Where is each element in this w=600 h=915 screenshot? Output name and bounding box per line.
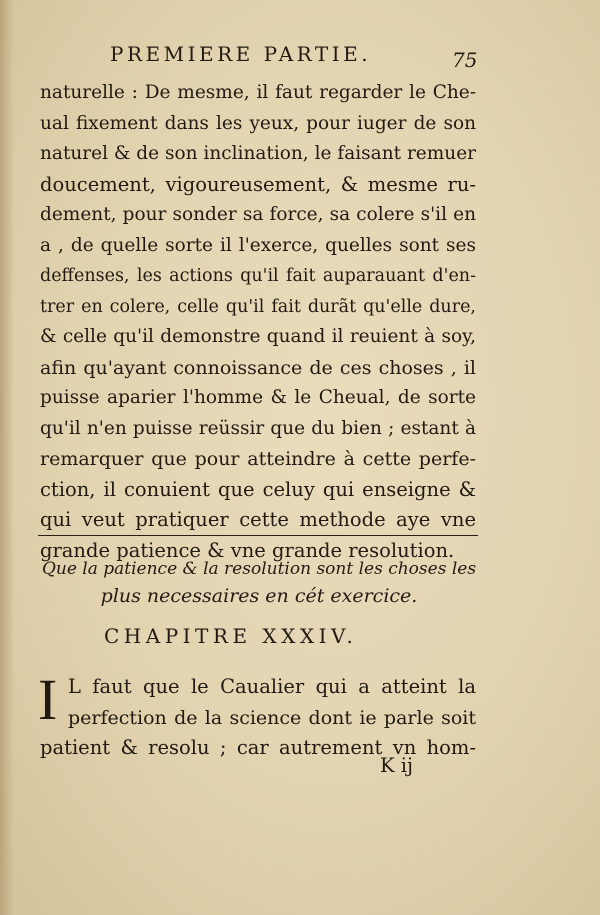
text-line: trer en colere, celle qu'il fait durãt qu'elle dure,	[40, 296, 476, 317]
text-line: grande patience & vne grande resolution.	[40, 538, 455, 562]
text-line: qui veut pratiquer cette methode aye vne	[40, 508, 476, 531]
section-title-line: Que la patience & la resolution sont les choses les	[41, 559, 477, 579]
section-divider-rule	[38, 535, 478, 536]
text-line: qu'il n'en puisse reüssir que du bien ; estant à	[40, 417, 476, 439]
text-line: afin qu'ayant connoissance de ces choses , il	[40, 356, 476, 379]
text-line: doucement, vigoureusement, & mesme ru-	[40, 172, 476, 196]
text-line: remarquer que pour atteindre à cette perfe-	[40, 448, 476, 470]
text-line: naturel & de son inclination, le faisant remuer	[40, 143, 476, 164]
text-line: deffenses, les actions qu'il fait auparauant d'en-	[40, 266, 476, 286]
section-title	[40, 556, 478, 610]
text-line: dement, pour sonder sa force, sa colere s'il en	[40, 204, 476, 225]
text-line: patient & resolu ; car autrement vn hom-	[40, 736, 476, 759]
text-line: ction, il conuient que celuy qui enseigne &	[40, 477, 476, 501]
page-number: 75	[452, 48, 478, 72]
text-line: ual fixement dans les yeux, pour iuger de son	[40, 112, 476, 134]
running-head: PREMIERE PARTIE.	[110, 42, 372, 66]
chapter-heading: CHAPITRE XXXIV.	[104, 624, 358, 648]
text-line: puisse aparier l'homme & le Cheual, de sorte	[40, 387, 476, 408]
signature-mark: K ij	[380, 754, 414, 777]
text-line: perfection de la science dont ie parle soit	[68, 706, 476, 729]
text-line: L faut que le Caualier qui a atteint la	[68, 675, 476, 698]
body-paragraph	[40, 78, 476, 566]
page-gutter-shadow	[0, 0, 14, 915]
section-title-line: plus necessaires en cét exercice.	[100, 585, 418, 607]
text-line: naturelle : De mesme, il faut regarder le Che-	[40, 82, 476, 103]
text-line: a , de quelle sorte il l'exerce, quelles sont ses	[40, 234, 476, 256]
drop-capital: I	[38, 667, 58, 732]
chapter-paragraph	[38, 667, 476, 764]
text-line: & celle qu'il demonstre quand il reuient à soy,	[40, 326, 476, 347]
